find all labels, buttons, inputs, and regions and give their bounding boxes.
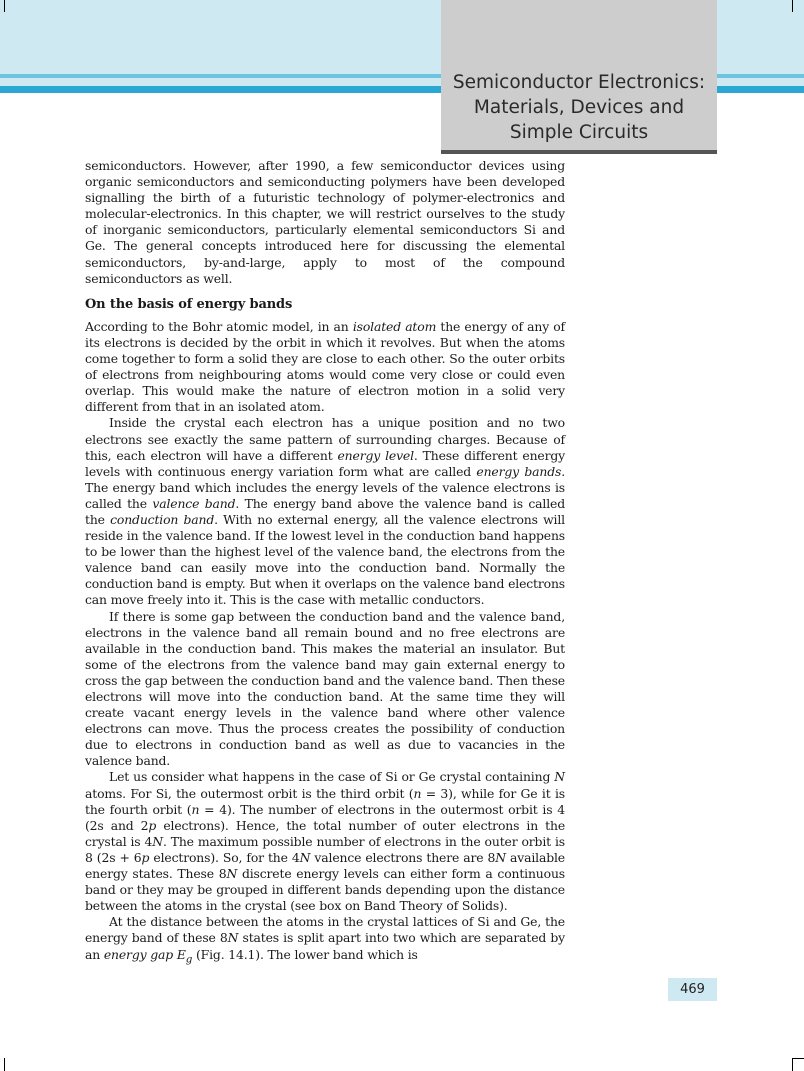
page-number: 469 — [668, 978, 717, 1001]
crop-mark-bottom-right-v — [792, 1058, 793, 1071]
crop-mark-bottom-right-h — [792, 1058, 804, 1059]
chapter-title-line2: Materials, Devices and — [473, 97, 685, 118]
body-text — [85, 158, 565, 967]
crop-mark-bottom-left — [4, 1058, 5, 1071]
chapter-title-line3: Simple Circuits — [509, 122, 649, 143]
chapter-title-box — [441, 0, 717, 154]
crop-mark-top-left — [4, 0, 5, 12]
paragraph-2: According to the Bohr atomic model, in an isolated atom the energy of any of its electrons is decided by the orbit in which it revolves. But when the atoms come together to form a solid they are close to each other. So the outer orbits of electrons from neighbouring atoms would come very close or could even overlap. This would make the nature of electron motion in a solid very different from that in an isolated atom. — [85, 318, 565, 415]
chapter-title-line1: Semiconductor Electronics: — [452, 72, 706, 93]
chapter-title — [441, 70, 717, 145]
paragraph-1: semiconductors. However, after 1990, a few semiconductor devices using organic semiconductors and semiconducting polymers have been developed signalling the birth of a futuristic technology of polymer-electronics and molecular-electronics. In this chapter, we will restrict ourselves to the study of inorganic semiconductors, particularly elemental semiconductors Si and Ge. The general concepts introduced here for discussing the elemental semiconductors, by-and-large, apply to most of the compound semiconductors as well. — [85, 158, 565, 286]
paragraph-6: At the distance between the atoms in the crystal lattices of Si and Ge, the energy band of these 8N states is split apart into two which are separated by an energy gap $E_g$ (Fig. 14.1). The lower band which is — [85, 914, 565, 965]
section-heading: On the basis of energy bands — [85, 296, 293, 312]
paragraph-4: If there is some gap between the conduction band and the valence band, electrons in the valence band all remain bound and no free electrons are available in the conduction band. This makes the material an insulator. But some of the electrons from the valence band may gain external energy to cross the gap between the conduction band and the valence band. Then these electrons will move into the conduction band. At the same time they will create vacant energy levels in the valence band where other valence electrons can move. Thus the process creates the possibility of conduction due to electrons in conduction band as well as due to vacancies in the valence band. — [85, 608, 565, 769]
paragraph-3: Inside the crystal each electron has a unique position and no two electrons see exactly the same pattern of surrounding charges. Because of this, each electron will have a different energy level. These different energy levels with continuous energy variation form what are called energy bands. The energy band which includes the energy levels of the valence electrons is called the valence band. The energy band above the valence band is called the conduction band. With no external energy, all the valence electrons will reside in the valence band. If the lowest level in the conduction band happens to be lower than the highest level of the valence band, the electrons from the valence band can easily move into the conduction band. Normally the conduction band is empty. But when it overlaps on the valence band electrons can move freely into it. This is the case with metallic conductors. — [85, 415, 565, 608]
paragraph-5: Let us consider what happens in the case of Si or Ge crystal containing N atoms. For Si, the outermost orbit is the third orbit (n = 3), while for Ge it is the fourth orbit (n = 4). The number of electrons in the outermost orbit is 4 (2s and 2p electrons). Hence, the total number of outer electrons in the crystal is 4N. The maximum possible number of electrons in the outer orbit is 8 (2s + 6p electrons). So, for the 4N valence electrons there are 8N available energy states. These 8N discrete energy levels can either form a continuous band or they may be grouped in different bands depending upon the distance between the atoms in the crystal (see box on Band Theory of Solids). — [85, 769, 566, 914]
crop-mark-top-right — [792, 0, 793, 12]
